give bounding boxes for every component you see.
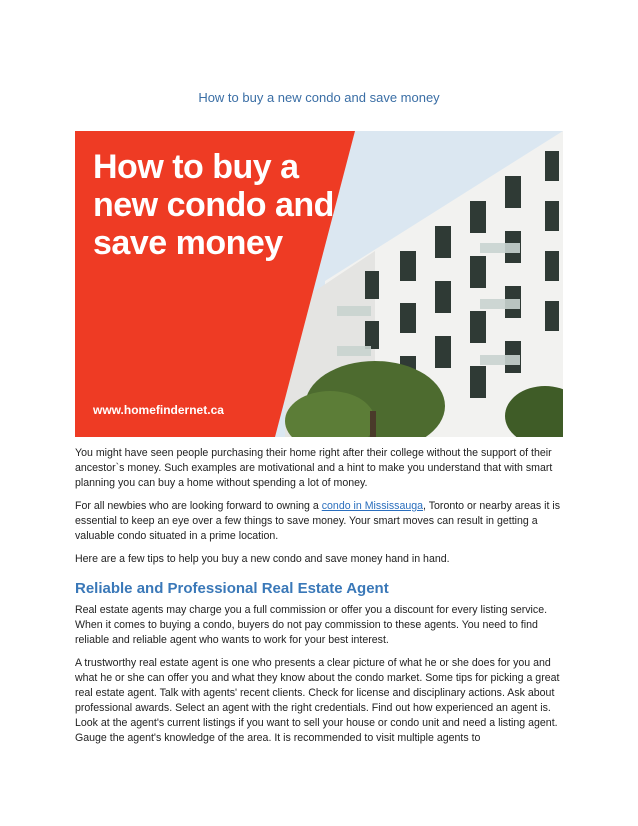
hero-image xyxy=(75,131,563,437)
newbies-text-after: , Toronto or nearby areas it is essential to keep an eye over a few things to save money. Your smart moves can result in getting a valuable condo situated in a prime location. xyxy=(75,500,561,542)
tips-paragraph: Here are a few tips to help you buy a new condo and save money hand in hand. xyxy=(75,553,450,565)
page-title: How to buy a new condo and save money xyxy=(198,90,440,105)
newbies-text-before: For all newbies who are looking forward to owning a xyxy=(75,500,322,512)
agent-paragraph-2: A trustworthy real estate agent is one who presents a clear picture of what he or she does for you and what he or she can offer you and what they know about the condo market. Some tips for picking a great real estate agent. Talk with agents' recent clients. Check for license and disciplinary actions. Ask about professional awards. Select an agent with the right credentials. Find out how experienced an agent is. Look at the agent's current listings if you want to sell your house or condo unit and need a listing agent. Gauge the agent's knowledge of the area. It is recommended to visit multiple agents to xyxy=(75,657,560,744)
section-heading: Reliable and Professional Real Estate Agent xyxy=(75,580,389,597)
intro-paragraph: You might have seen people purchasing their home right after their college without the support of their ancestor`s money. Such examples are motivational and a hint to make you understand that with smart planning you can buy a home without spending a lot of money. xyxy=(75,447,553,489)
hero-website: www.homefindernet.ca xyxy=(93,403,224,417)
condo-mississauga-link[interactable]: condo in Mississauga xyxy=(321,500,424,512)
newbies-paragraph xyxy=(75,499,565,544)
agent-paragraph-1: Real estate agents may charge you a full commission or offer you a discount for every listing service. When it comes to buying a condo, buyers do not pay commission to these agents. You need to find reliable and reliable agent who wants to work for your best interest. xyxy=(75,604,548,646)
hero-headline: How to buy a new condo and save money xyxy=(93,148,334,262)
